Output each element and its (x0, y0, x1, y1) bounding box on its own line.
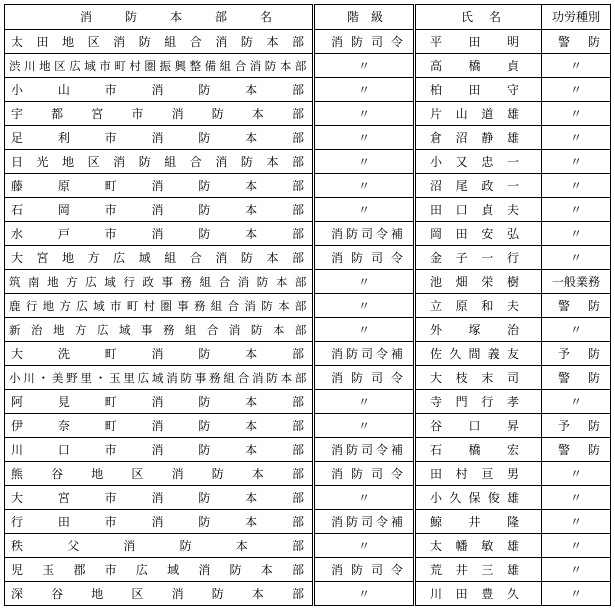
cell-rank: 消防司令 (314, 558, 415, 582)
cell-award-type: 〃 (542, 102, 611, 126)
cell-organization: 深谷地区消防本部 (5, 582, 314, 606)
cell-organization: 川口市消防本部 (5, 438, 314, 462)
cell-rank: 消防司令 (314, 30, 415, 54)
cell-rank: 〃 (314, 294, 415, 318)
award-table-container (4, 4, 611, 606)
cell-name: 田口貞夫 (415, 198, 542, 222)
cell-organization: 伊奈町消防本部 (5, 414, 314, 438)
cell-award-type: 〃 (542, 54, 611, 78)
cell-name: 立原和夫 (415, 294, 542, 318)
table-row (5, 246, 611, 270)
cell-award-type: 〃 (542, 318, 611, 342)
table-row (5, 294, 611, 318)
cell-organization: 大宮市消防本部 (5, 486, 314, 510)
cell-name: 小又忠一 (415, 150, 542, 174)
cell-name: 片山道雄 (415, 102, 542, 126)
cell-organization: 大宮地方広域組合消防本部 (5, 246, 314, 270)
cell-rank: 〃 (314, 534, 415, 558)
cell-rank: 〃 (314, 78, 415, 102)
table-row (5, 54, 611, 78)
header-rank: 階級 (314, 5, 415, 30)
table-row (5, 222, 611, 246)
cell-rank: 〃 (314, 150, 415, 174)
table-row (5, 366, 611, 390)
cell-rank: 消防司令 (314, 366, 415, 390)
table-row (5, 390, 611, 414)
header-name: 氏名 (415, 5, 542, 30)
cell-award-type: 警防 (542, 30, 611, 54)
cell-award-type: 〃 (542, 486, 611, 510)
cell-award-type: 予防 (542, 342, 611, 366)
cell-organization: 児玉郡市広域消防本部 (5, 558, 314, 582)
cell-rank: 消防司令補 (314, 510, 415, 534)
cell-name: 荒井三雄 (415, 558, 542, 582)
table-body (5, 30, 611, 606)
cell-name: 平田明 (415, 30, 542, 54)
cell-organization: 宇都宮市消防本部 (5, 102, 314, 126)
cell-organization: 鹿行地方広域市町村圏事務組合消防本部 (5, 294, 314, 318)
cell-rank: 消防司令補 (314, 342, 415, 366)
cell-rank: 〃 (314, 414, 415, 438)
table-row (5, 486, 611, 510)
cell-rank: 消防司令補 (314, 438, 415, 462)
cell-organization: 阿見町消防本部 (5, 390, 314, 414)
cell-name: 石橋宏 (415, 438, 542, 462)
cell-name: 柏田守 (415, 78, 542, 102)
cell-organization: 太田地区消防組合消防本部 (5, 30, 314, 54)
cell-name: 倉沼静雄 (415, 126, 542, 150)
cell-rank: 消防司令 (314, 246, 415, 270)
cell-organization: 秩父消防本部 (5, 534, 314, 558)
cell-award-type: 〃 (542, 462, 611, 486)
cell-award-type: 〃 (542, 78, 611, 102)
cell-award-type: 〃 (542, 198, 611, 222)
cell-organization: 大洗町消防本部 (5, 342, 314, 366)
table-row (5, 30, 611, 54)
cell-award-type: 一般業務 (542, 270, 611, 294)
table-row (5, 558, 611, 582)
cell-award-type: 〃 (542, 390, 611, 414)
table-row (5, 78, 611, 102)
cell-award-type: 〃 (542, 534, 611, 558)
cell-award-type: 警防 (542, 438, 611, 462)
cell-rank: 消防司令 (314, 462, 415, 486)
header-award-type: 功労種別 (542, 5, 611, 30)
cell-award-type: 〃 (542, 510, 611, 534)
cell-award-type: 〃 (542, 246, 611, 270)
cell-rank: 〃 (314, 270, 415, 294)
cell-award-type: 警防 (542, 294, 611, 318)
cell-organization: 渋川地区広域市町村圏振興整備組合消防本部 (5, 54, 314, 78)
table-row (5, 174, 611, 198)
table-row (5, 534, 611, 558)
cell-organization: 新治地方広域事務組合消防本部 (5, 318, 314, 342)
cell-name: 池畑栄樹 (415, 270, 542, 294)
cell-award-type: 〃 (542, 126, 611, 150)
cell-organization: 日光地区消防組合消防本部 (5, 150, 314, 174)
table-row (5, 318, 611, 342)
cell-name: 小久保俊雄 (415, 486, 542, 510)
cell-award-type: 〃 (542, 582, 611, 606)
cell-rank: 〃 (314, 174, 415, 198)
cell-organization: 藤原町消防本部 (5, 174, 314, 198)
cell-organization: 小川・美野里・玉里広域消防事務組合消防本部 (5, 366, 314, 390)
cell-name: 佐久間義友 (415, 342, 542, 366)
cell-organization: 水戸市消防本部 (5, 222, 314, 246)
header-organization: 消防本部名 (5, 5, 314, 30)
cell-award-type: 〃 (542, 150, 611, 174)
table-row (5, 198, 611, 222)
cell-rank: 〃 (314, 102, 415, 126)
cell-name: 谷口昇 (415, 414, 542, 438)
cell-organization: 行田市消防本部 (5, 510, 314, 534)
cell-name: 寺門行孝 (415, 390, 542, 414)
cell-rank: 〃 (314, 582, 415, 606)
table-row (5, 510, 611, 534)
table-row (5, 342, 611, 366)
cell-award-type: 予防 (542, 414, 611, 438)
table-row (5, 438, 611, 462)
cell-award-type: 〃 (542, 222, 611, 246)
cell-rank: 〃 (314, 486, 415, 510)
cell-name: 金子一行 (415, 246, 542, 270)
cell-organization: 小山市消防本部 (5, 78, 314, 102)
cell-organization: 石岡市消防本部 (5, 198, 314, 222)
cell-rank: 〃 (314, 126, 415, 150)
cell-name: 高橋貞 (415, 54, 542, 78)
cell-rank: 消防司令補 (314, 222, 415, 246)
table-row (5, 150, 611, 174)
table-row (5, 102, 611, 126)
cell-name: 田村亘男 (415, 462, 542, 486)
cell-name: 太幡敏雄 (415, 534, 542, 558)
cell-name: 外塚治 (415, 318, 542, 342)
cell-organization: 熊谷地区消防本部 (5, 462, 314, 486)
cell-award-type: 警防 (542, 366, 611, 390)
cell-name: 鯨井隆 (415, 510, 542, 534)
cell-rank: 〃 (314, 54, 415, 78)
cell-rank: 〃 (314, 390, 415, 414)
cell-name: 岡田安弘 (415, 222, 542, 246)
cell-name: 川田豊久 (415, 582, 542, 606)
fire-department-award-table (4, 4, 611, 606)
table-row (5, 462, 611, 486)
cell-rank: 〃 (314, 198, 415, 222)
cell-organization: 足利市消防本部 (5, 126, 314, 150)
cell-rank: 〃 (314, 318, 415, 342)
table-row (5, 126, 611, 150)
cell-organization: 筑南地方広域行政事務組合消防本部 (5, 270, 314, 294)
cell-name: 大枝末司 (415, 366, 542, 390)
header-row (5, 5, 611, 30)
table-row (5, 414, 611, 438)
cell-name: 沼尾政一 (415, 174, 542, 198)
table-row (5, 582, 611, 606)
cell-award-type: 〃 (542, 558, 611, 582)
table-row (5, 270, 611, 294)
cell-award-type: 〃 (542, 174, 611, 198)
